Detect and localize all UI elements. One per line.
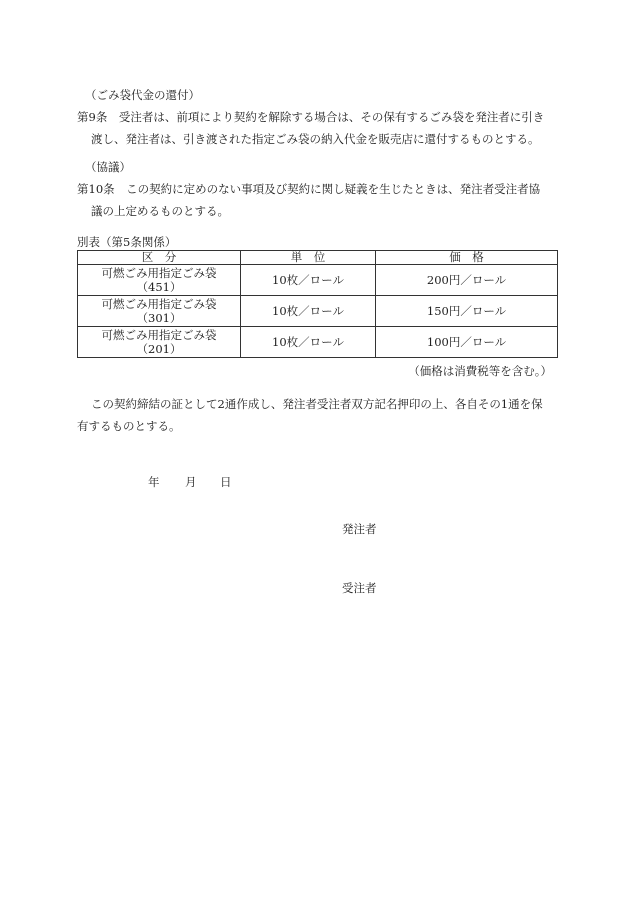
table-row — [78, 265, 558, 296]
bag-name: 可燃ごみ用指定ごみ袋 — [101, 328, 217, 342]
date-year: 年 — [148, 475, 160, 489]
price-cell: 100円／ロール — [376, 327, 558, 358]
table-header-row — [78, 251, 558, 265]
price-cell: 200円／ロール — [376, 265, 558, 296]
bag-name: 可燃ごみ用指定ごみ袋 — [101, 266, 217, 280]
bag-size: （451） — [136, 280, 182, 294]
bag-size: （201） — [136, 342, 182, 356]
price-table — [77, 250, 558, 358]
category-cell — [78, 265, 241, 296]
price-cell: 150円／ロール — [376, 296, 558, 327]
orderer-label: 発注者 — [342, 522, 377, 536]
article9-line1: 第9条 受注者は、前項により契約を解除する場合は、その保有するごみ袋を発注者に引き — [77, 110, 545, 124]
unit-cell: 10枚／ロール — [241, 327, 376, 358]
table-row — [78, 327, 558, 358]
article10-heading: （協議） — [85, 160, 131, 174]
article10-line2: 議の上定めるものとする。 — [91, 204, 229, 218]
header-unit: 単 位 — [241, 251, 376, 265]
closing-line2: 有するものとする。 — [77, 419, 181, 433]
date-month: 月 — [185, 475, 197, 489]
table-caption: 別表（第5条関係） — [77, 235, 177, 249]
article10-line1: 第10条 この契約に定めのない事項及び契約に関し疑義を生じたときは、発注者受注者協 — [77, 182, 541, 196]
header-price: 価 格 — [376, 251, 558, 265]
category-cell — [78, 327, 241, 358]
tax-note: （価格は消費税等を含む。） — [408, 364, 552, 378]
unit-cell: 10枚／ロール — [241, 265, 376, 296]
date-day: 日 — [220, 475, 232, 489]
bag-size: （301） — [136, 311, 182, 325]
category-cell — [78, 296, 241, 327]
article9-heading: （ごみ袋代金の還付） — [85, 88, 200, 102]
table-row — [78, 296, 558, 327]
header-category: 区 分 — [78, 251, 241, 265]
unit-cell: 10枚／ロール — [241, 296, 376, 327]
closing-line1: この契約締結の証として2通作成し、発注者受注者双方記名押印の上、各自その1通を保 — [91, 397, 543, 411]
article9-line2: 渡し、発注者は、引き渡された指定ごみ袋の納入代金を販売店に還付するものとする。 — [91, 132, 540, 146]
bag-name: 可燃ごみ用指定ごみ袋 — [101, 297, 217, 311]
contractor-label: 受注者 — [342, 581, 377, 595]
